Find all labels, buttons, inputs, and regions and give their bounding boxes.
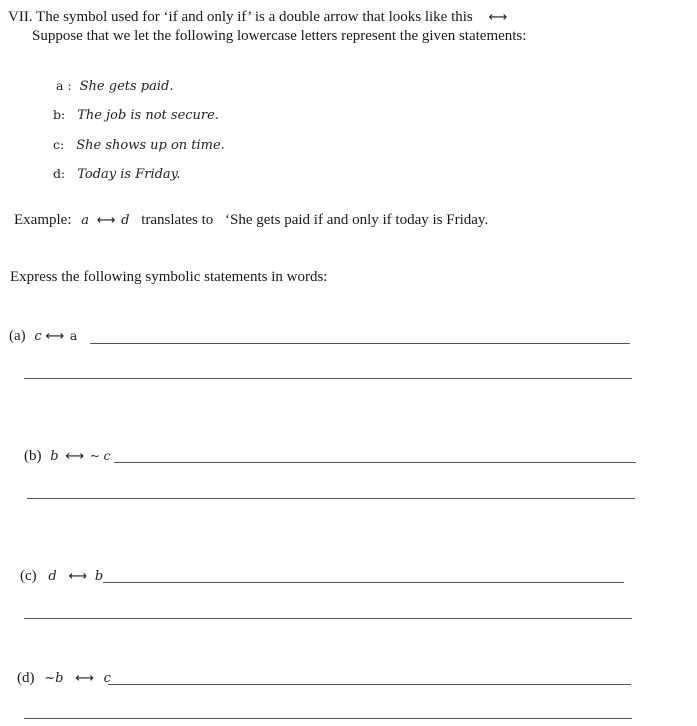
answer-line[interactable] [24,378,632,379]
problem-d [17,670,111,687]
statement-text: The job is not secure. [77,108,219,123]
problem-expr-left: ~b [44,671,64,686]
answer-line[interactable] [114,462,636,463]
answer-line[interactable] [24,718,632,719]
statement-letter: b: [53,107,66,122]
double-arrow-symbol: ⟷ [68,569,88,584]
statement-text: Today is Friday. [77,167,181,182]
problem-c [20,568,103,585]
double-arrow-symbol: ⟷ [488,10,508,25]
double-arrow-symbol: ⟷ [65,449,84,464]
problem-label: (d) [17,670,35,686]
statement-c [53,136,225,154]
problem-expr-right: b [94,569,104,584]
problem-expr-right: c [103,671,111,686]
problem-label: (c) [20,568,37,584]
problem-b [24,448,110,465]
statement-letter: c: [53,137,65,152]
answer-line[interactable] [103,582,624,583]
example-line [14,212,488,229]
problem-expr-right: a [69,328,78,343]
example-sentence: ‘She gets paid if and only if today is Friday. [225,212,489,228]
problem-a [9,328,77,345]
statement-a [56,77,173,95]
exercise-instruction: Express the following symbolic statements in words: [10,269,328,285]
statement-text: She shows up on time. [76,138,225,153]
heading-text: VII. The symbol used for ‘if and only if’ is a double arrow that looks like this [8,9,473,25]
answer-line[interactable] [108,684,631,685]
answer-line[interactable] [24,618,632,619]
statement-letter: d: [53,166,66,181]
statement-text: She gets paid. [79,79,174,94]
problem-label: (b) [24,448,42,464]
example-lhs: a [81,213,89,228]
statement-letter: a : [56,78,72,93]
double-arrow-symbol: ⟷ [45,329,65,344]
statement-b [53,106,219,124]
problem-expr-left: c [34,329,42,344]
problem-expr-left: b [50,449,59,464]
example-label: Example: [14,212,72,228]
problem-label: (a) [9,328,26,344]
answer-line[interactable] [90,343,630,344]
problem-expr-right: ~ c [89,449,111,463]
statement-d [53,165,180,183]
double-arrow-symbol: ⟷ [96,213,116,228]
answer-line[interactable] [27,498,635,499]
instructions-subheading: Suppose that we let the following lowercase letters represent the given statements: [32,28,527,44]
double-arrow-symbol: ⟷ [75,671,94,686]
example-rhs: d [121,213,130,228]
problem-expr-left: d [48,569,57,584]
example-translates: translates to [141,212,214,228]
section-heading [8,9,507,26]
